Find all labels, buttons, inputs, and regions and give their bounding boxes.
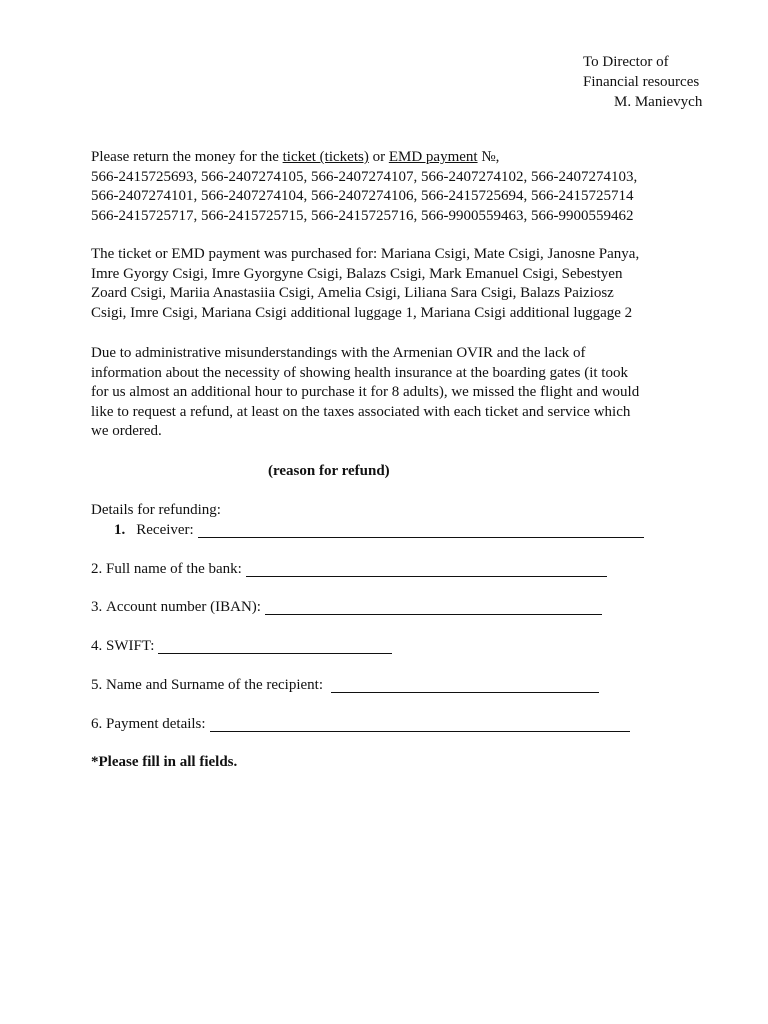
- explanation-line-4: like to request a refund, at least on the taxes associated with each ticket and service which: [91, 403, 631, 420]
- explanation-line-5: we ordered.: [91, 423, 162, 439]
- emd-payment-link[interactable]: EMD payment: [388, 149, 478, 165]
- ticket-numbers-line-1: 566-2415725693, 566-2407274105, 566-2407274107, 566-2407274102, 566-2407274103,: [91, 168, 638, 185]
- request-or-text: or: [368, 149, 389, 165]
- field-number: 3.: [91, 599, 103, 615]
- explanation-paragraph: [91, 344, 731, 442]
- account-number-label: Account number (IBAN):: [106, 599, 261, 615]
- field-number: 4.: [91, 638, 103, 654]
- recipient-name-input-line[interactable]: [331, 677, 599, 693]
- numero-sign: №,: [477, 149, 500, 165]
- passengers-line-1: The ticket or EMD payment was purchased for: Mariana Csigi, Mate Csigi, Janosne Panya,: [91, 246, 640, 262]
- explanation-line-2: information about the necessity of showing health insurance at the boarding gates (it took: [91, 364, 628, 381]
- payment-details-input-line[interactable]: [210, 716, 630, 732]
- ticket-numbers-line-2: 566-2407274101, 566-2407274104, 566-2407274106, 566-2415725694, 566-2415725714: [91, 188, 634, 204]
- passengers-line-2: Imre Gyorgy Csigi, Imre Gyorgyne Csigi, Balazs Csigi, Mark Emanuel Csigi, Sebestyen: [91, 265, 623, 282]
- field-number: 6.: [91, 716, 103, 732]
- passengers-paragraph: [91, 245, 731, 323]
- receiver-input-line[interactable]: [198, 522, 644, 538]
- recipient-name-field: [91, 675, 599, 695]
- payment-details-label: Payment details:: [106, 716, 206, 732]
- bank-name-label: Full name of the bank:: [106, 561, 242, 577]
- request-intro-line: [91, 148, 731, 168]
- recipient-name-label: Name and Surname of the recipient:: [106, 677, 324, 693]
- account-number-input-line[interactable]: [265, 599, 602, 615]
- field-number: 2.: [91, 561, 103, 577]
- refund-request-paragraph: [91, 148, 731, 226]
- field-number: 1.: [114, 522, 126, 538]
- bank-name-input-line[interactable]: [246, 561, 607, 577]
- receiver-label: Receiver:: [136, 522, 194, 538]
- addressee-line-1: To Director of: [583, 54, 669, 70]
- payment-details-field: [91, 714, 630, 734]
- explanation-line-3: for us almost an additional hour to purchase it for 8 adults), we missed the flight and would: [91, 384, 640, 400]
- request-intro-text: Please return the money for the: [91, 149, 283, 165]
- reason-for-refund-label: (reason for refund): [268, 463, 390, 479]
- swift-input-line[interactable]: [158, 638, 392, 654]
- account-number-field: [91, 597, 602, 617]
- ticket-link[interactable]: ticket (tickets): [282, 149, 369, 165]
- addressee-line-3: M. Manievych: [614, 94, 703, 110]
- explanation-line-1: Due to administrative misunderstandings with the Armenian OVIR and the lack of: [91, 345, 586, 361]
- addressee-line-2: Financial resources: [583, 74, 700, 90]
- swift-field: [91, 636, 392, 656]
- fill-all-fields-note: *Please fill in all fields.: [91, 754, 238, 770]
- field-number: 5.: [91, 677, 103, 693]
- details-title: Details for refunding:: [91, 502, 221, 518]
- receiver-field: [114, 520, 644, 540]
- addressee-block: [583, 52, 758, 112]
- passengers-line-3: Zoard Csigi, Mariia Anastasiia Csigi, Amelia Csigi, Liliana Sara Csigi, Balazs Paiziosz: [91, 285, 614, 301]
- swift-label: SWIFT:: [106, 638, 155, 654]
- passengers-line-4: Csigi, Imre Csigi, Mariana Csigi additional luggage 1, Mariana Csigi additional luggage 2: [91, 304, 633, 321]
- ticket-numbers-line-3: 566-2415725717, 566-2415725715, 566-2415725716, 566-9900559463, 566-9900559462: [91, 207, 634, 224]
- bank-name-field: [91, 559, 607, 579]
